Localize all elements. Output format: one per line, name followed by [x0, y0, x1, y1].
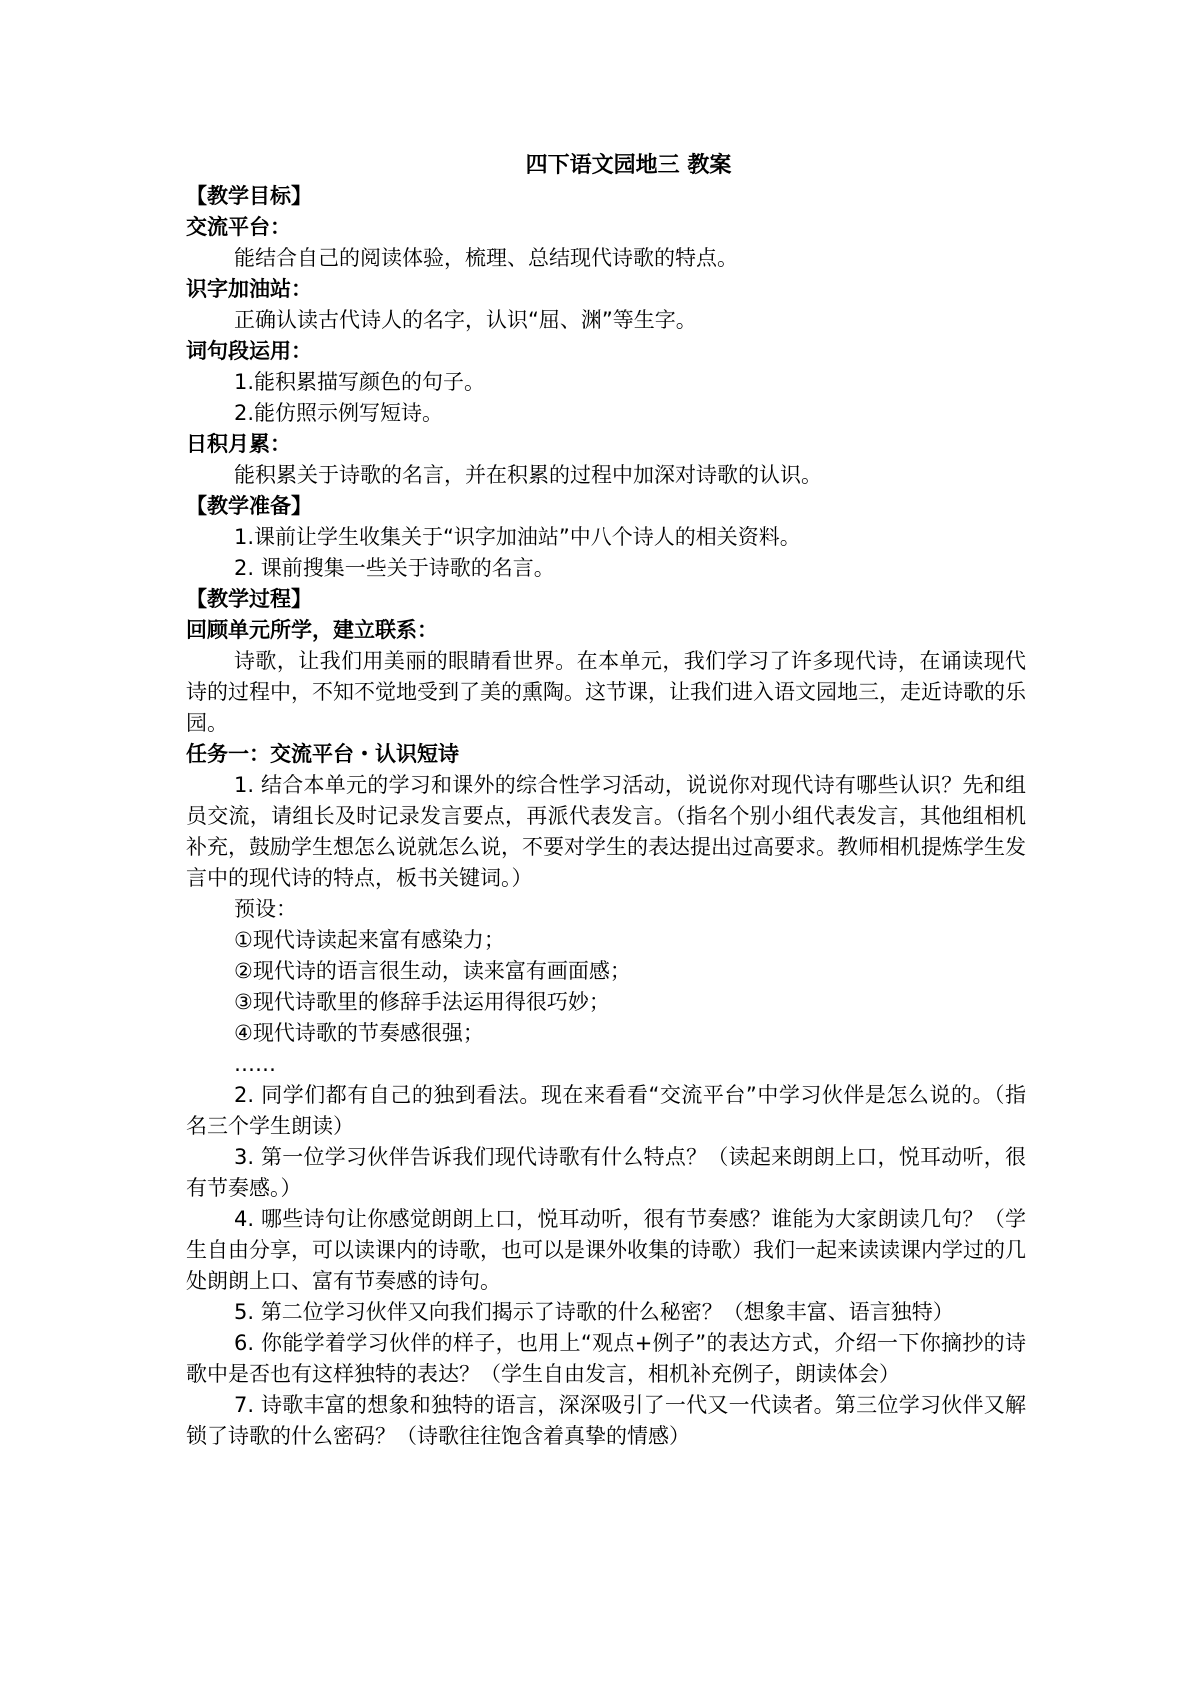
- preset-item: ②现代诗的语言很生动，读来富有画面感；: [234, 959, 631, 983]
- subheading-review: 回顾单元所学，建立联系：: [186, 618, 438, 642]
- subheading-daily-accumulation: 日积月累：: [186, 432, 291, 456]
- paragraph-task-step: 7. 诗歌丰富的想象和独特的语言，深深吸引了一代又一代读者。第三位学习伙伴又解锁了诗歌的什么密码？（诗歌往往饱含着真挚的情感）: [186, 1393, 1026, 1448]
- subheading-exchange-platform: 交流平台：: [186, 215, 291, 239]
- prep-item: 2. 课前搜集一些关于诗歌的名言。: [234, 556, 555, 580]
- section-heading-process: 【教学过程】: [186, 587, 312, 611]
- document-title: 四下语文园地三 教案: [525, 153, 732, 178]
- section-heading-preparation: 【教学准备】: [186, 494, 312, 518]
- preset-item: ③现代诗歌里的修辞手法运用得很巧妙；: [234, 990, 610, 1014]
- subheading-word-sentence-use: 词句段运用：: [186, 339, 312, 363]
- paragraph-task-step: 3. 第一位学习伙伴告诉我们现代诗歌有什么特点？（读起来朗朗上口，悦耳动听，很有节奏感。）: [186, 1145, 1026, 1200]
- paragraph-task-step: 1. 结合本单元的学习和课外的综合性学习活动，说说你对现代诗有哪些认识？先和组员交流，请组长及时记录发言要点，再派代表发言。（指名个别小组代表发言，其他组相机补充，鼓励学生想怎么说就怎么说，不要对学生的表达提出过高要求。教师相机提炼学生发言中的现代诗的特点，板书关键词。）: [186, 773, 1026, 890]
- subheading-literacy-station: 识字加油站：: [186, 277, 312, 301]
- preset-ellipsis: ……: [234, 1052, 276, 1076]
- section-heading-goals: 【教学目标】: [186, 184, 312, 208]
- paragraph-review: 诗歌，让我们用美丽的眼睛看世界。在本单元，我们学习了许多现代诗，在诵读现代诗的过程中，不知不觉地受到了美的熏陶。这节课，让我们进入语文园地三，走近诗歌的乐园。: [186, 649, 1026, 735]
- preset-label: 预设：: [234, 897, 297, 921]
- goal-item: 2.能仿照示例写短诗。: [234, 401, 444, 425]
- prep-item: 1.课前让学生收集关于“识字加油站”中八个诗人的相关资料。: [234, 525, 801, 549]
- subheading-task-one: 任务一：交流平台・认识短诗: [186, 742, 459, 766]
- goal-text-literacy: 正确认读古代诗人的名字，认识“屈、渊”等生字。: [234, 308, 697, 332]
- paragraph-task-step: 2. 同学们都有自己的独到看法。现在来看看“交流平台”中学习伙伴是怎么说的。（指名三个学生朗读）: [186, 1083, 1026, 1138]
- paragraph-task-step: 5. 第二位学习伙伴又向我们揭示了诗歌的什么秘密？（想象丰富、语言独特）: [234, 1300, 954, 1324]
- preset-item: ①现代诗读起来富有感染力；: [234, 928, 505, 952]
- document-page: [186, 150, 1026, 1452]
- paragraph-task-step: 6. 你能学着学习伙伴的样子，也用上“观点+例子”的表达方式，介绍一下你摘抄的诗歌中是否也有这样独特的表达？（学生自由发言，相机补充例子，朗读体会）: [186, 1331, 1026, 1386]
- preset-item: ④现代诗歌的节奏感很强；: [234, 1021, 484, 1045]
- goal-text-exchange: 能结合自己的阅读体验，梳理、总结现代诗歌的特点。: [234, 246, 738, 270]
- paragraph-task-step: 4. 哪些诗句让你感觉朗朗上口，悦耳动听，很有节奏感？谁能为大家朗读几句？（学生自由分享，可以读课内的诗歌，也可以是课外收集的诗歌）我们一起来读读课内学过的几处朗朗上口、富有节奏感的诗句。: [186, 1207, 1026, 1293]
- goal-item: 1.能积累描写颜色的句子。: [234, 370, 486, 394]
- goal-text-accumulation: 能积累关于诗歌的名言，并在积累的过程中加深对诗歌的认识。: [234, 463, 822, 487]
